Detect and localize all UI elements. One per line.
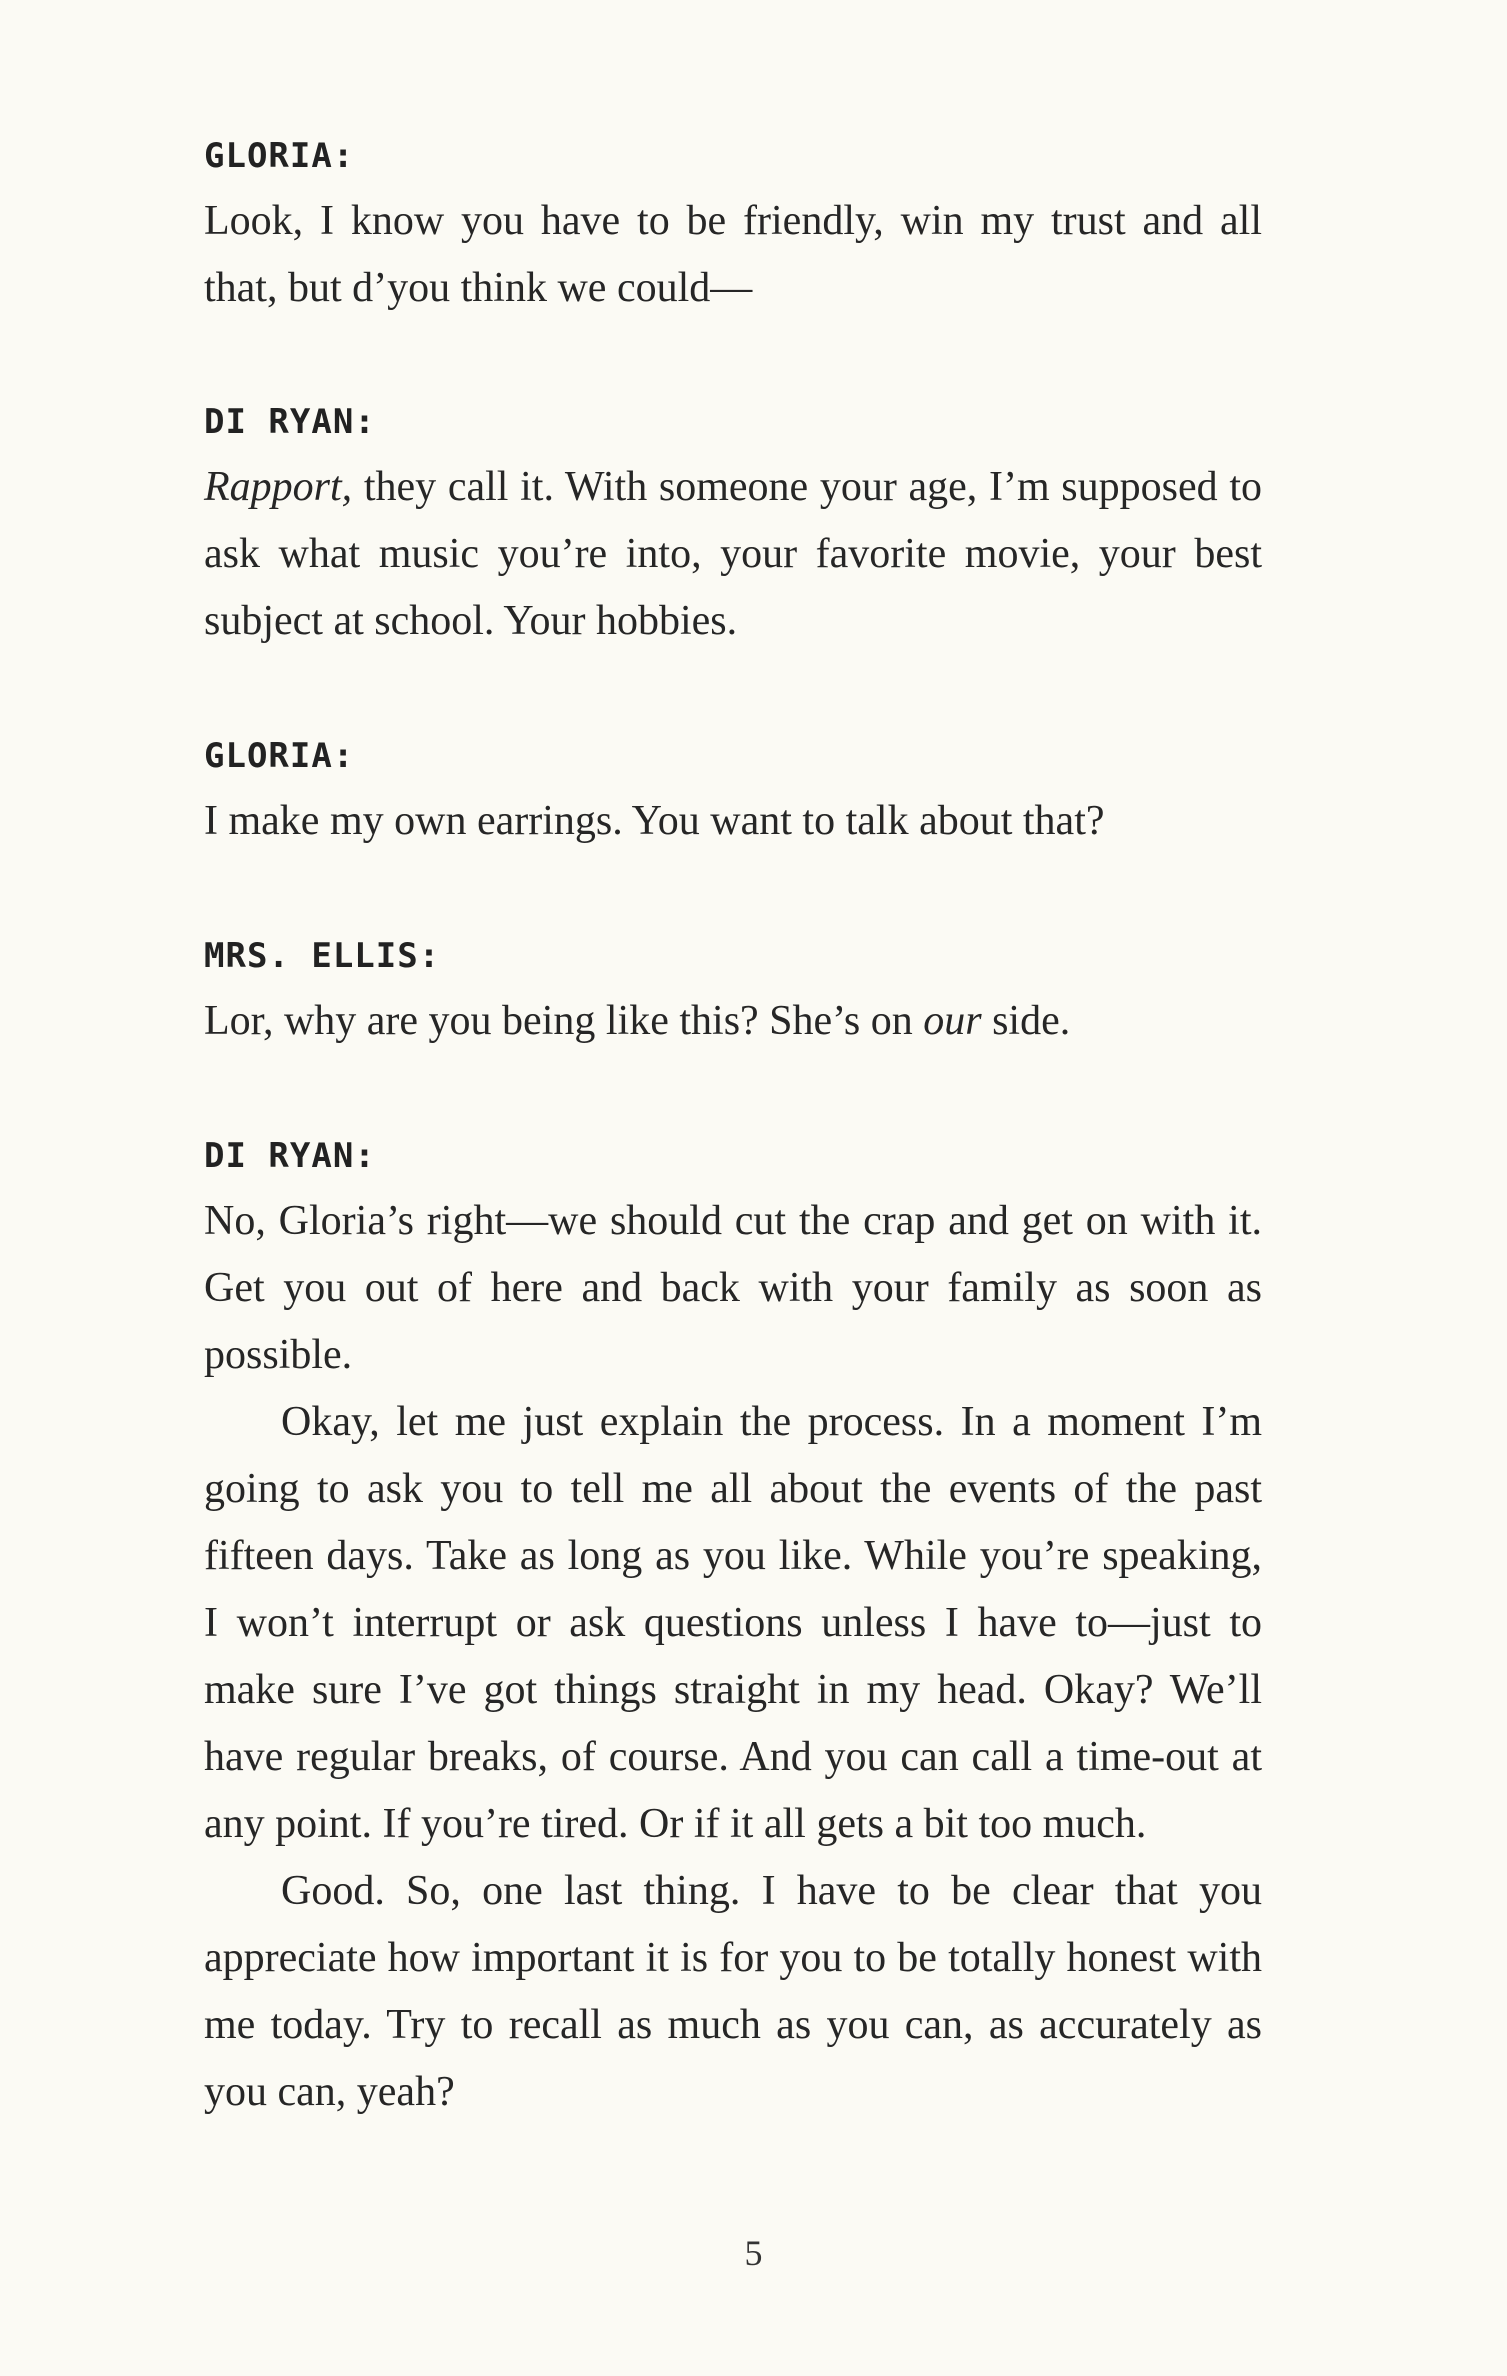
page-number: 5 [744, 2233, 763, 2273]
speaker-name: DI RYAN: [204, 402, 376, 442]
dialogue-text-rest: they call it. With someone your age, I’m supposed to ask what music you’re into, your favorite movie, your best subject at school. Your hobbies. [204, 464, 1262, 644]
speaker-name: GLORIA: [204, 136, 355, 176]
emphasized-word: Rapport, [204, 464, 353, 510]
dialogue-text [204, 988, 1262, 1055]
speaker-name: MRS. ELLIS: [204, 936, 441, 976]
dialogue-text: No, Gloria’s right—we should cut the crap and get on with it. Get you out of here and back with your family as soon as possible. [204, 1198, 1262, 1378]
dialogue-text-after: side. [981, 998, 1071, 1044]
speaker-name: DI RYAN: [204, 1136, 376, 1176]
dialogue-text [204, 454, 1262, 655]
dialogue-block [204, 1136, 1262, 2126]
dialogue-text-before: Lor, why are you being like this? She’s on [204, 998, 924, 1044]
dialogue-text: Okay, let me just explain the process. In a moment I’m going to ask you to tell me all about the events of the past fifteen days. Take as long as you like. While you’re speaking, I won’t interrupt or ask questions unless I have to—just to make sure I’ve got things straight in my head. Okay? We’ll have regular breaks, of course. And you can call a time-out at any point. If you’re tired. Or if it all gets a bit too much. [204, 1399, 1262, 1847]
dialogue-text: Good. So, one last thing. I have to be clear that you appreciate how important it is for you to be totally honest with me today. Try to recall as much as you can, as accurately as you can, yeah? [204, 1868, 1262, 2115]
dialogue-text: Look, I know you have to be friendly, win my trust and all that, but d’you think we could— [204, 198, 1262, 311]
dialogue-block [204, 402, 1262, 655]
emphasized-word: our [923, 998, 982, 1044]
speaker-name: GLORIA: [204, 736, 355, 776]
dialogue-text: I make my own earrings. You want to talk about that? [204, 798, 1105, 844]
dialogue-block [204, 936, 1262, 1055]
dialogue-block [204, 136, 1262, 322]
dialogue-block [204, 736, 1262, 855]
